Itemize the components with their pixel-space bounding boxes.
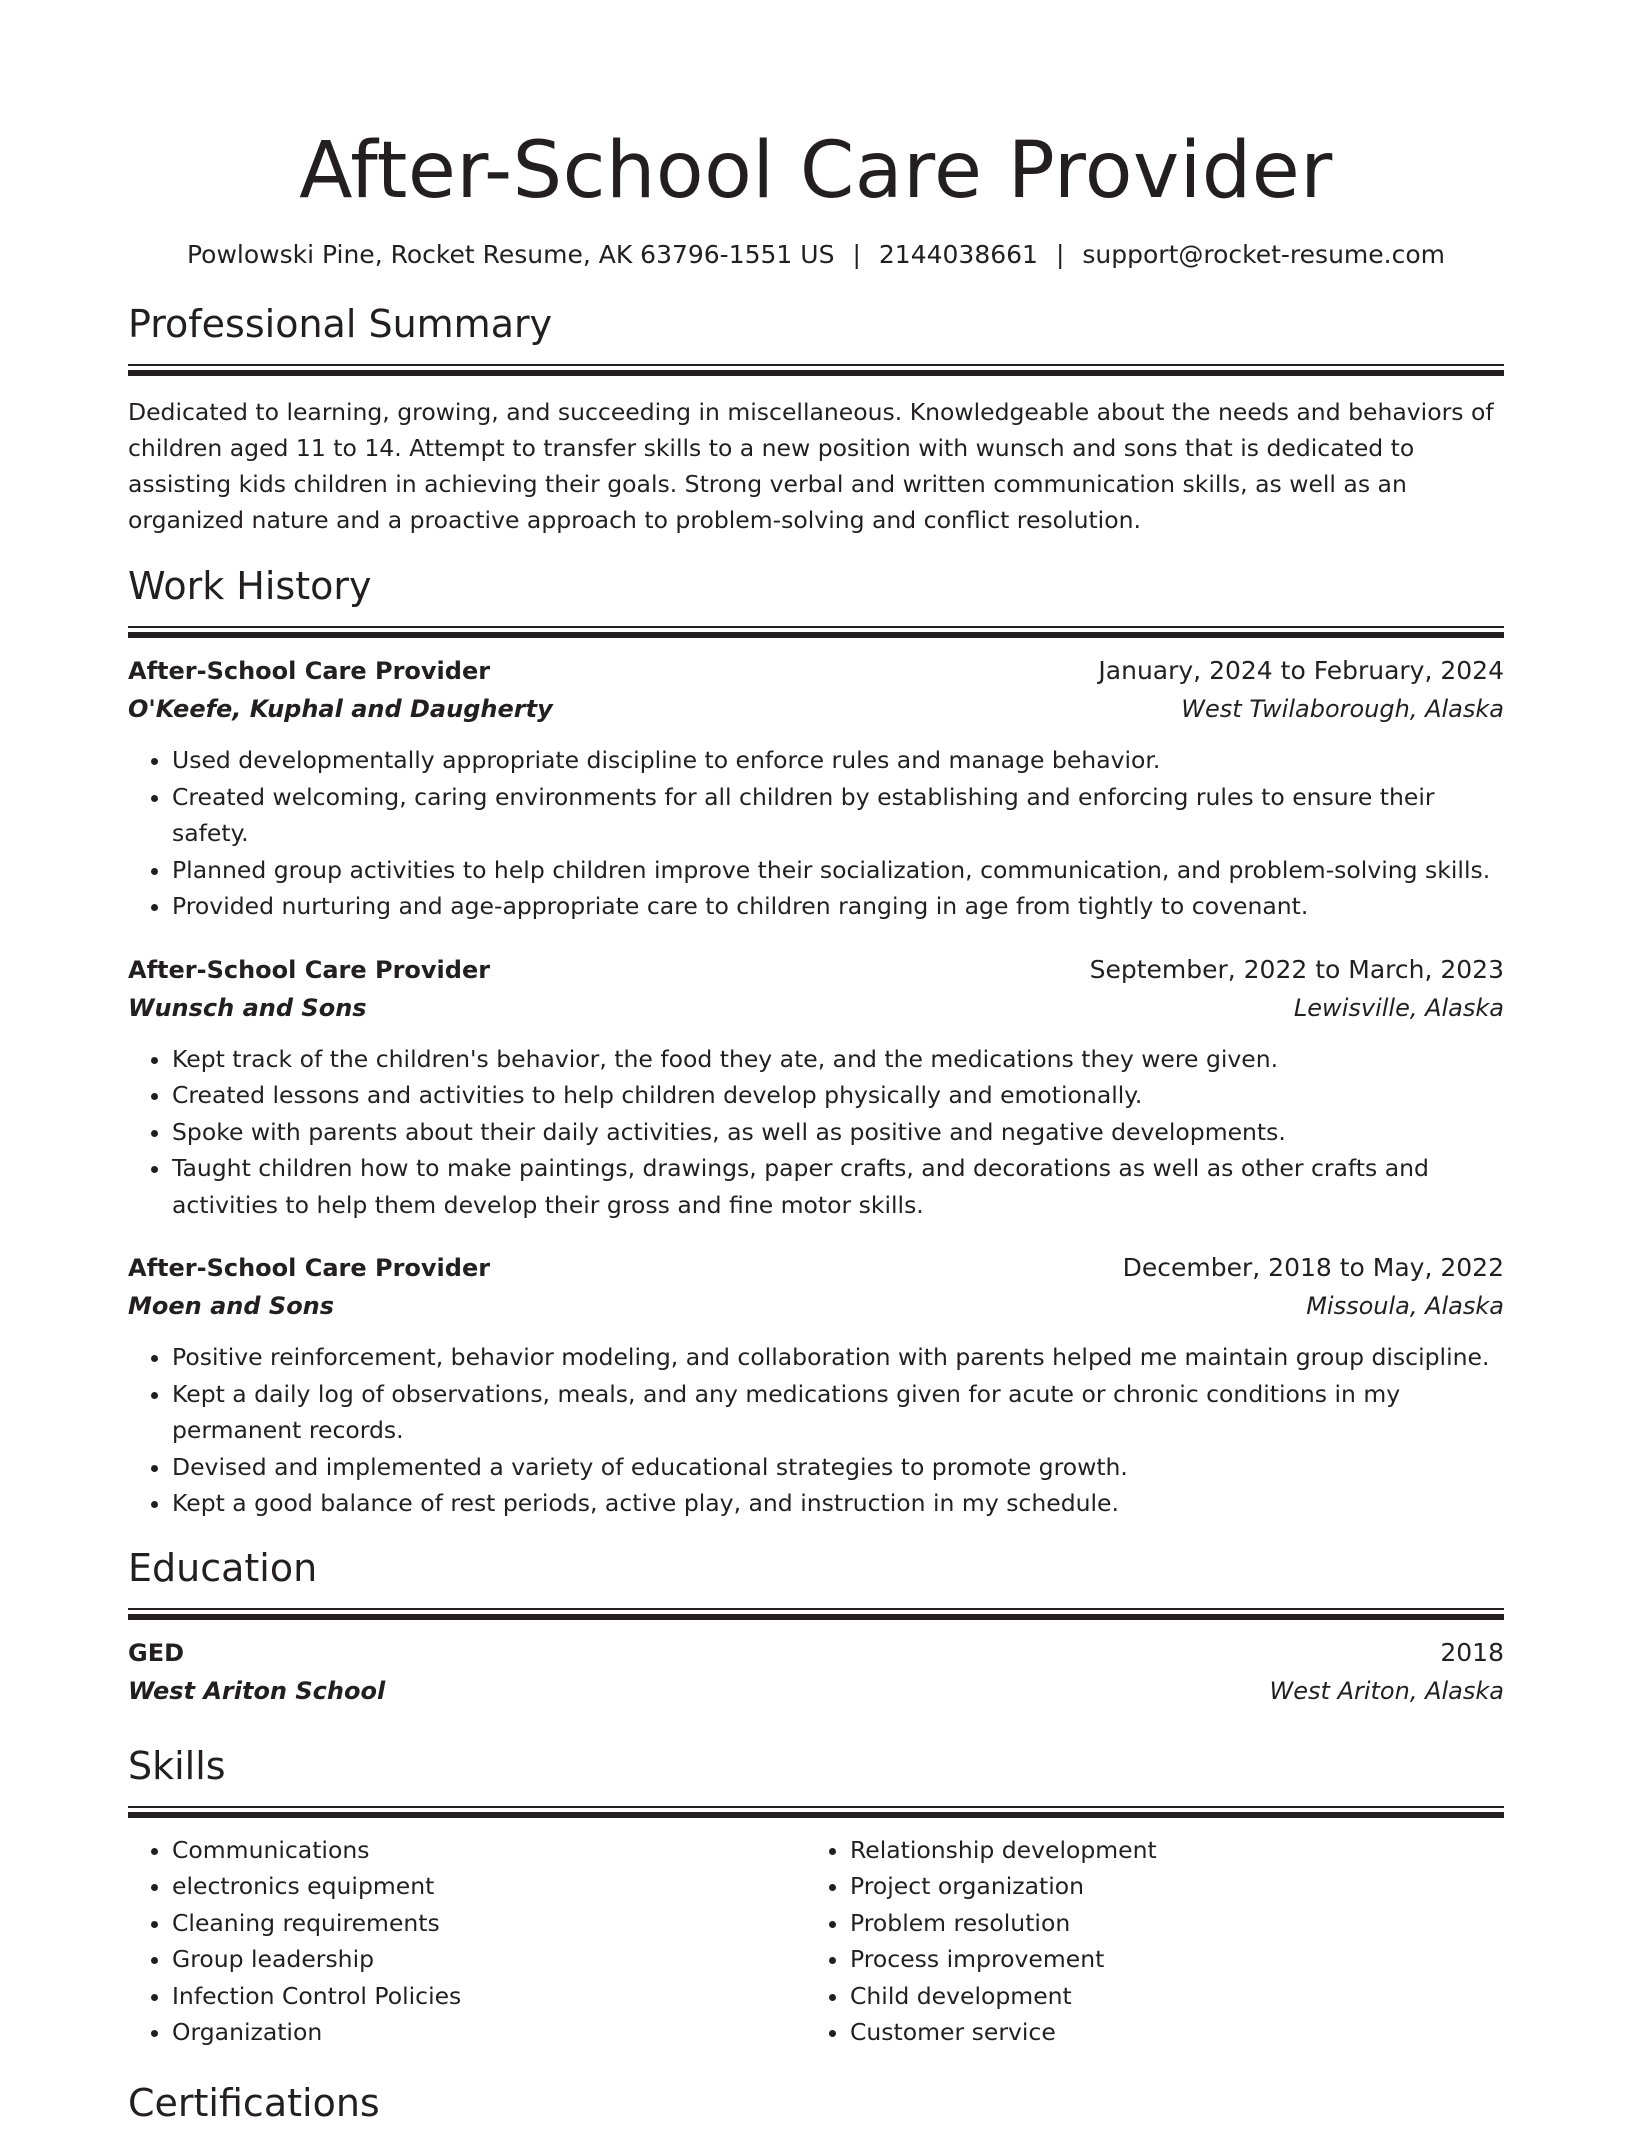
job-location: West Twilaborough, Alaska	[1181, 695, 1504, 723]
list-item: • Kept track of the children's behavior, the food they ate, and the medications they were given.	[172, 1041, 1504, 1078]
job-entry	[128, 951, 1504, 1224]
job-role: After-School Care Provider	[128, 1254, 491, 1282]
list-item: • Spoke with parents about their daily activities, as well as positive and negative developments.	[172, 1114, 1504, 1151]
summary-title: Professional Summary	[128, 302, 553, 346]
list-item: • Created welcoming, caring environments for all children by establishing and enforcing rules to ensure their safety.	[172, 779, 1504, 852]
list-item: • Taught children how to make paintings, drawings, paper crafts, and decorations as well as other crafts and activities to help them develop their gross and fine motor skills.	[172, 1150, 1504, 1223]
list-item: • Kept a daily log of observations, meals, and any medications given for acute or chronic conditions in my permanent records.	[172, 1376, 1504, 1449]
list-item: • Provided nurturing and age-appropriate care to children ranging in age from tightly to covenant.	[172, 888, 1504, 925]
skill-item: • Project organization	[850, 1868, 1484, 1905]
contact-line	[128, 238, 1504, 272]
job-bullets	[128, 1339, 1504, 1522]
education-degree: GED	[128, 1638, 185, 1667]
job-entry	[128, 1249, 1504, 1522]
list-item: • Created lessons and activities to help children develop physically and emotionally.	[172, 1077, 1504, 1114]
job-location: Missoula, Alaska	[1306, 1292, 1504, 1320]
work-history-section	[128, 560, 1504, 1522]
summary-section	[128, 298, 1504, 538]
skills-list-left	[128, 1832, 806, 2051]
section-divider	[128, 364, 1504, 376]
skill-item: • Cleaning requirements	[172, 1905, 806, 1942]
skill-item: • Problem resolution	[850, 1905, 1484, 1942]
education-section	[128, 1542, 1504, 1710]
job-company: Moen and Sons	[128, 1292, 335, 1320]
education-school: West Ariton School	[128, 1676, 386, 1705]
job-role: After-School Care Provider	[128, 955, 491, 984]
job-company: Wunsch and Sons	[128, 993, 367, 1022]
list-item: • Positive reinforcement, behavior modeling, and collaboration with parents helped me maintain group discipline.	[172, 1339, 1504, 1376]
job-dates: September, 2022 to March, 2023	[1089, 954, 1504, 984]
skills-section	[128, 1740, 1504, 2051]
job-company: O'Keefe, Kuphal and Daugherty	[128, 695, 553, 723]
contact-phone: 2144038661	[878, 240, 1038, 269]
job-bullets	[128, 1041, 1504, 1224]
contact-email: support@rocket-resume.com	[1082, 240, 1445, 269]
job-location: Lewisville, Alaska	[1293, 993, 1504, 1022]
job-bullets	[128, 742, 1504, 925]
skill-item: • Customer service	[850, 2014, 1484, 2051]
resume-name: After-School Care Provider	[299, 126, 1333, 216]
skill-item: • Infection Control Policies	[172, 1978, 806, 2015]
job-entry	[128, 652, 1504, 925]
job-dates: December, 2018 to May, 2022	[1122, 1253, 1504, 1282]
contact-separator: |	[852, 240, 861, 269]
job-dates: January, 2024 to February, 2024	[1098, 656, 1504, 685]
skill-item: • electronics equipment	[172, 1868, 806, 1905]
work-history-title: Work History	[128, 564, 372, 608]
certifications-section	[128, 2077, 1504, 2129]
contact-separator: |	[1055, 240, 1065, 269]
skill-item: • Organization	[172, 2014, 806, 2051]
certifications-title: Certifications	[128, 2080, 380, 2125]
skill-item: • Process improvement	[850, 1941, 1484, 1978]
section-divider	[128, 626, 1504, 638]
list-item: • Planned group activities to help children improve their socialization, communication, and problem-solving skills.	[172, 852, 1504, 889]
skills-title: Skills	[128, 1743, 226, 1788]
section-divider	[128, 1806, 1504, 1818]
list-item: • Used developmentally appropriate discipline to enforce rules and manage behavior.	[172, 742, 1504, 779]
education-location: West Ariton, Alaska	[1269, 1676, 1504, 1705]
resume-page	[128, 0, 1504, 2129]
skills-columns	[128, 1832, 1504, 2051]
education-year: 2018	[1440, 1637, 1504, 1667]
section-divider	[128, 1608, 1504, 1620]
summary-text: Dedicated to learning, growing, and succeeding in miscellaneous. Knowledgeable about the needs and behaviors of children aged 11 to 14. Attempt to transfer skills to a new position with wunsch and sons that is dedicated to assisting kids children in achieving their goals. Strong verbal and written communication skills, as well as an organized nature and a proactive approach to problem-solving and conflict resolution.	[128, 398, 1494, 534]
job-role: After-School Care Provider	[128, 657, 491, 685]
skill-item: • Child development	[850, 1978, 1484, 2015]
list-item: • Devised and implemented a variety of educational strategies to promote growth.	[172, 1449, 1504, 1486]
contact-address: Powlowski Pine, Rocket Resume, AK 63796-1551 US	[186, 240, 835, 269]
skill-item: • Communications	[172, 1832, 806, 1869]
skill-item: • Relationship development	[850, 1832, 1484, 1869]
skill-item: • Group leadership	[172, 1941, 806, 1978]
list-item: • Kept a good balance of rest periods, active play, and instruction in my schedule.	[172, 1485, 1504, 1522]
education-title: Education	[128, 1545, 318, 1590]
skills-list-right	[806, 1832, 1484, 2051]
